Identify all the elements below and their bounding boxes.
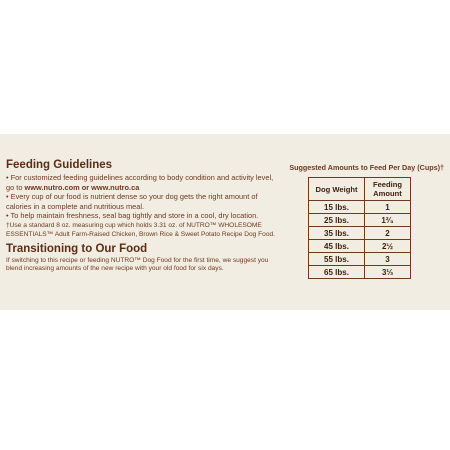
guidelines-list [6, 173, 278, 221]
weight-cell: 45 lbs. [309, 240, 365, 253]
weight-cell: 25 lbs. [309, 214, 365, 227]
guideline-text: • For customized feeding guidelines according to body condition and activity level, go to [6, 173, 274, 192]
feeding-guidelines-section [6, 159, 278, 274]
amount-cell: 2½ [365, 240, 411, 253]
weight-cell: 65 lbs. [309, 266, 365, 279]
table-row [309, 227, 411, 240]
feeding-table [308, 177, 411, 279]
measuring-cup-note: †Use a standard 8 oz. measuring cup which holds 3.31 oz. of NUTRO™ WHOLESOME ESSENTIALS™ Adult Farm-Raised Chicken, Brown Rice & Sweet Potato Recipe Dog Food. [6, 221, 275, 238]
amount-cell: 3 [365, 253, 411, 266]
guideline-item [6, 173, 278, 192]
column-header-weight: Dog Weight [309, 178, 365, 201]
guideline-item: • Every cup of our food is nutrient dense so your dog gets the right amount of calories in a complete and nutritious meal. [6, 192, 258, 211]
feeding-table-title: Suggested Amounts to Feed Per Day (Cups)† [289, 163, 444, 172]
amount-cell: 1 [365, 201, 411, 214]
feeding-panel [0, 134, 450, 310]
guideline-item: • To help maintain freshness, seal bag tightly and store in a cool, dry location. [6, 211, 259, 221]
table-row [309, 253, 411, 266]
feeding-table-section [288, 163, 448, 279]
amount-cell: 3⅓ [365, 266, 411, 279]
table-row [309, 201, 411, 214]
transition-title: Transitioning to Our Food [6, 242, 148, 255]
weight-cell: 55 lbs. [309, 253, 365, 266]
transition-text: If switching to this recipe or feeding NUTRO™ Dog Food for the first time, we suggest you blend increasing amounts of the new recipe with your old food for six days. [6, 256, 269, 273]
amount-cell: 1²⁄₃ [365, 214, 411, 227]
feeding-guidelines-title: Feeding Guidelines [6, 159, 113, 171]
amount-cell: 2 [365, 227, 411, 240]
table-row [309, 214, 411, 227]
weight-cell: 35 lbs. [309, 227, 365, 240]
website-text: www.nutro.com or www.nutro.ca [24, 182, 140, 192]
weight-cell: 15 lbs. [309, 201, 365, 214]
table-row [309, 240, 411, 253]
column-header-amount: Feeding Amount [365, 178, 411, 201]
table-row [309, 266, 411, 279]
